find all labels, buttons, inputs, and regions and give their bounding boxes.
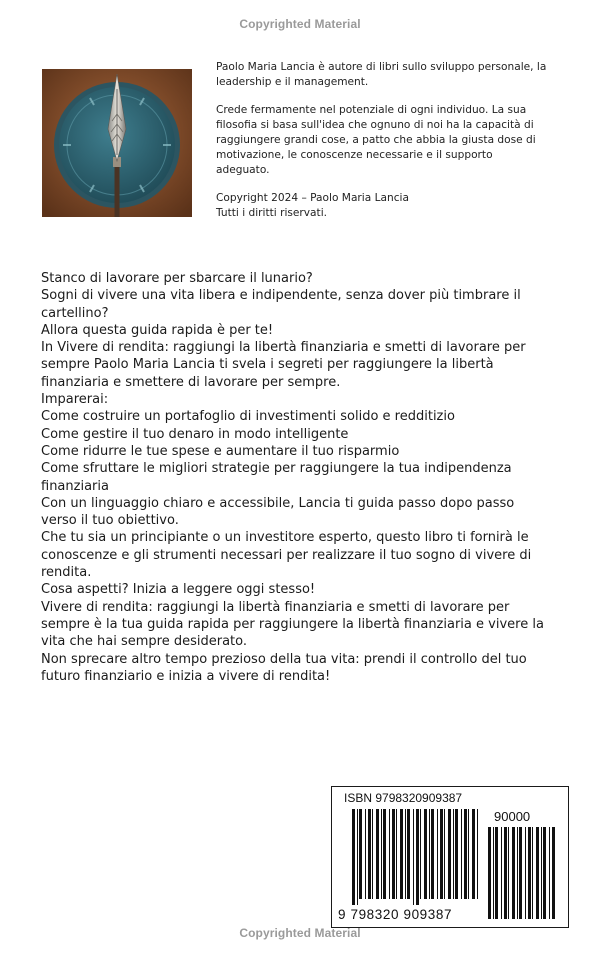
copyright-watermark-bottom: Copyrighted Material	[239, 926, 361, 940]
barcode-bar	[440, 809, 443, 899]
barcode-bar	[396, 809, 397, 899]
blurb-line: In Vivere di rendita: raggiungi la libertà finanziaria e smetti di lavorare per	[41, 340, 526, 356]
blurb-line: Vivere di rendita: raggiungi la libertà finanziaria e smetti di lavorare per	[41, 599, 510, 615]
blurb-line: Come ridurre le tue spese e aumentare il tuo risparmio	[41, 443, 400, 459]
barcode-bar	[477, 809, 478, 899]
barcode-bar	[453, 809, 454, 899]
barcode-bar	[437, 809, 438, 899]
barcode-bar	[368, 809, 371, 899]
barcode-bar	[472, 809, 475, 899]
barcode-bar	[455, 809, 458, 899]
bio-paragraph-intro	[216, 60, 566, 90]
barcode-bar	[504, 827, 507, 919]
blurb-line: futuro finanziario e inizia a vivere di rendita!	[41, 668, 331, 684]
blurb-line: Stanco di lavorare per sbarcare il lunario?	[41, 271, 313, 286]
copyright-notice	[216, 191, 566, 221]
barcode-bar	[407, 809, 410, 899]
blurb-line: Sogni di vivere una vita libera e indipendente, senza dover più timbrare il	[41, 288, 521, 304]
blurb-line: Allora questa guida rapida è per te!	[41, 322, 274, 338]
barcode-bar	[352, 809, 355, 905]
barcode-bar	[383, 809, 386, 899]
barcode-bar	[381, 809, 382, 899]
bio-line: filosofia si basa sull'idea che ognuno di noi ha la capacità di	[216, 119, 534, 131]
barcode-bar	[461, 809, 462, 899]
blurb-line: vita che hai sempre desiderato.	[41, 634, 247, 650]
barcode-bar	[517, 827, 518, 919]
barcode-bar	[420, 809, 421, 899]
bio-paragraph-philosophy	[216, 103, 566, 178]
barcode-bar	[357, 809, 358, 905]
blurb-line: cartellino?	[41, 305, 109, 321]
barcode-bar	[543, 827, 546, 919]
bio-line: Crede fermamente nel potenziale di ogni individuo. La sua	[216, 104, 527, 116]
barcode-bar	[536, 827, 539, 919]
rights-line: Tutti i diritti riservati.	[216, 207, 328, 219]
blurb-line: Come gestire il tuo denaro in modo intelligente	[41, 426, 349, 442]
barcode-bar	[365, 809, 366, 899]
blurb-line: conoscenze e gli strumenti necessari per realizzare il tuo sogno di vivere di	[41, 547, 532, 563]
barcode-bar	[495, 827, 498, 919]
barcode-digits: 9 798320 909387	[338, 907, 453, 922]
barcode-bar	[468, 809, 469, 899]
barcode-bars	[332, 787, 568, 927]
barcode-bar	[525, 827, 526, 919]
barcode-bar	[372, 809, 373, 899]
barcode-bar	[488, 827, 491, 919]
bio-line: adeguato.	[216, 164, 270, 176]
barcode-bar	[389, 809, 390, 899]
barcode-bar	[448, 809, 451, 899]
barcode-bar	[392, 809, 395, 899]
barcode-bar	[549, 827, 550, 919]
spear-on-clock-image	[42, 69, 192, 217]
author-photo	[42, 69, 192, 217]
blurb-line: Come costruire un portafoglio di investimenti solido e redditizio	[41, 409, 455, 425]
bio-line: motivazione, le conoscenze necessarie e il supporto	[216, 149, 493, 161]
blurb-line: Come sfruttare le migliori strategie per raggiungere la tua indipendenza	[41, 461, 512, 477]
barcode-bar	[552, 827, 555, 919]
barcode-bar	[501, 827, 502, 919]
blurb-line: finanziaria	[41, 478, 109, 494]
barcode-bar	[532, 827, 533, 919]
isbn-label: ISBN 9798320909387	[344, 791, 463, 805]
copyright-watermark-top: Copyrighted Material	[239, 17, 361, 31]
blurb-line: Cosa aspetti? Inizia a leggere oggi stesso!	[41, 582, 316, 598]
barcode-bar	[416, 809, 419, 905]
barcode-bar	[508, 827, 509, 919]
blurb-line: finanziaria e smettere di lavorare per sempre.	[41, 374, 341, 390]
author-bio	[216, 60, 566, 221]
blurb-line: Non sprecare altro tempo prezioso della tua vita: prendi il controllo del tuo	[41, 651, 527, 667]
barcode-bar	[444, 809, 445, 899]
barcode-bar	[541, 827, 542, 919]
copyright-line: Copyright 2024 – Paolo Maria Lancia	[216, 192, 409, 204]
barcode-bar	[405, 809, 406, 899]
blurb-line: Imparerai:	[41, 392, 109, 408]
barcode-bar	[376, 809, 379, 899]
barcode-bar	[424, 809, 427, 899]
blurb-line: sempre è la tua guida rapida per raggiungere la libertà finanziaria e vivere la	[41, 616, 544, 632]
bio-line: leadership e il management.	[216, 76, 369, 88]
blurb-line: Con un linguaggio chiaro e accessibile, Lancia ti guida passo dopo passo	[41, 495, 515, 511]
barcode-bar	[413, 809, 414, 905]
blurb-line: verso il tuo obiettivo.	[41, 513, 179, 529]
blurb-line: Che tu sia un principiante o un investitore esperto, questo libro ti fornirà le	[41, 530, 529, 546]
barcode-bar	[431, 809, 434, 899]
blurb-line: rendita.	[41, 565, 92, 581]
barcode-bar	[429, 809, 430, 899]
price-addon-label: 90000	[494, 809, 531, 824]
barcode-bar	[400, 809, 403, 899]
back-cover-blurb	[41, 270, 561, 685]
bio-line: Paolo Maria Lancia è autore di libri sullo sviluppo personale, la	[216, 61, 547, 73]
blurb-line: sempre Paolo Maria Lancia ti svela i segreti per raggiungere la libertà	[41, 357, 494, 373]
barcode-bar	[512, 827, 515, 919]
barcode-bar	[528, 827, 531, 919]
barcode-bar	[519, 827, 522, 919]
barcode-bar	[464, 809, 467, 899]
barcode-bar	[359, 809, 362, 899]
isbn-barcode	[331, 786, 569, 928]
barcode-bar	[493, 827, 494, 919]
bio-line: raggiungere grandi cose, a patto che abbia la giusta dose di	[216, 134, 536, 146]
